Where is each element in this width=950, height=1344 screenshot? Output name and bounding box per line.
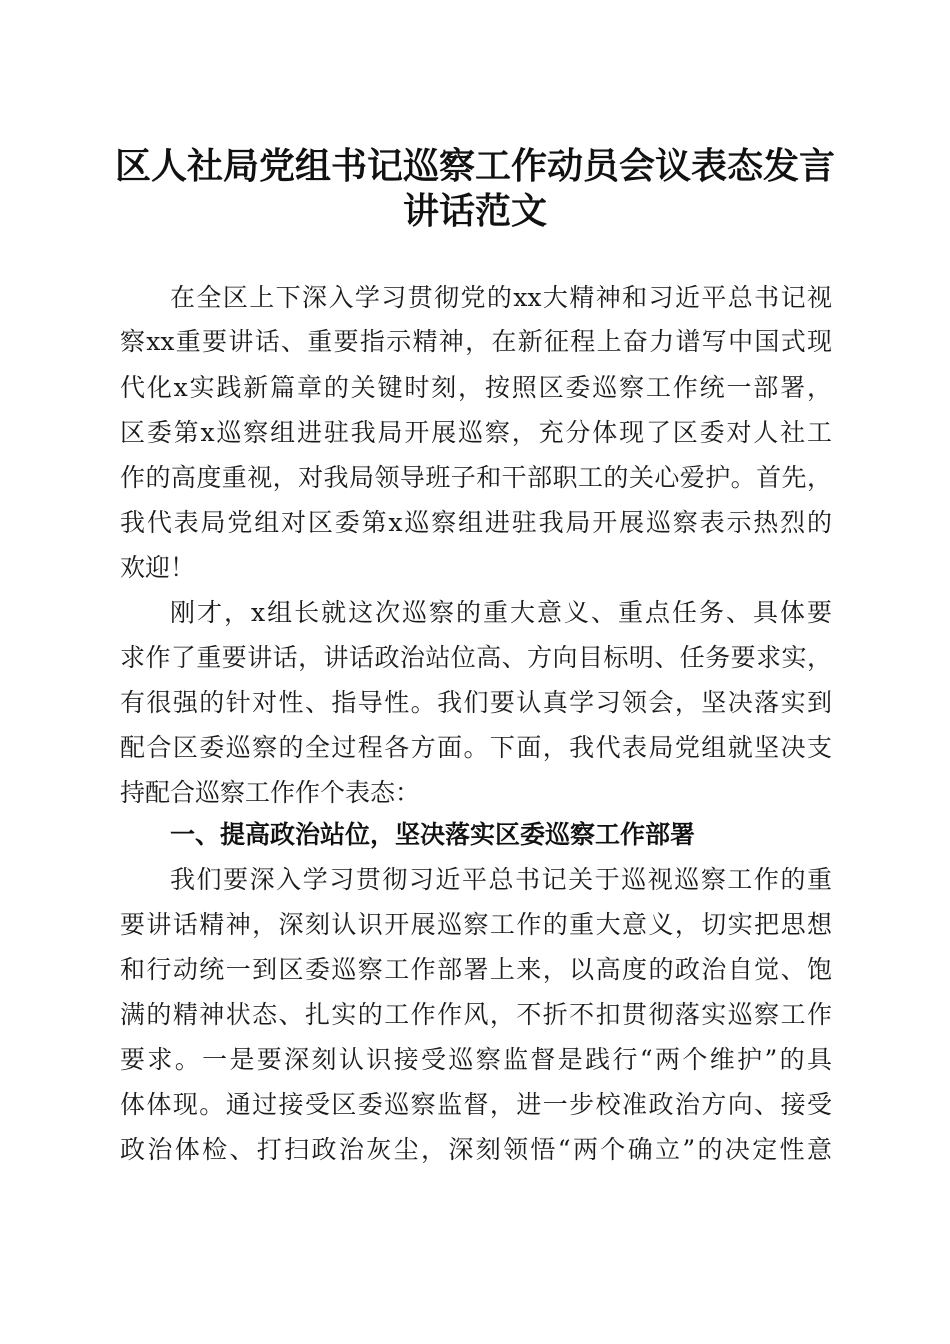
- paragraph-3-line: 政治体检、打扫政治灰尘，深刻领悟“两个确立”的决定性意: [120, 1135, 832, 1164]
- paragraph-1-line: 作的高度重视，对我局领导班子和干部职工的关心爱护。首先，: [120, 463, 832, 492]
- paragraph-1-line: 我代表局党组对区委第x巡察组进驻我局开展巡察表示热烈的: [120, 508, 832, 537]
- paragraph-2-line: 配合区委巡察的全过程各方面。下面，我代表局党组就坚决支: [120, 733, 832, 762]
- paragraph-1-line: 在全区上下深入学习贯彻党的xx大精神和习近平总书记视: [170, 283, 832, 312]
- document-title-line-1: 区人社局党组书记巡察工作动员会议表态发言: [114, 145, 835, 187]
- paragraph-3-line: 要求。一是要深刻认识接受巡察监督是践行“两个维护”的具: [120, 1045, 832, 1074]
- paragraph-3-line: 要讲话精神，深刻认识开展巡察工作的重大意义，切实把思想: [120, 910, 832, 939]
- paragraph-1-line: 区委第x巡察组进驻我局开展巡察，充分体现了区委对人社工: [120, 418, 832, 447]
- document-title-line-2: 讲话范文: [402, 190, 547, 232]
- section-heading-1: 一、提高政治站位，坚决落实区委巡察工作部署: [170, 820, 696, 849]
- paragraph-3-line: 满的精神状态、扎实的工作作风，不折不扣贯彻落实巡察工作: [120, 1000, 832, 1029]
- paragraph-1-line: 代化x实践新篇章的关键时刻，按照区委巡察工作统一部署，: [120, 373, 832, 402]
- paragraph-2-line: 刚才，x组长就这次巡察的重大意义、重点任务、具体要: [170, 598, 832, 627]
- paragraph-2-line: 求作了重要讲话，讲话政治站位高、方向目标明、任务要求实，: [120, 643, 832, 672]
- paragraph-3-line: 和行动统一到区委巡察工作部署上来，以高度的政治自觉、饱: [120, 955, 832, 984]
- paragraph-2-line: 持配合巡察工作作个表态：: [120, 778, 421, 807]
- paragraph-3-line: 体体现。通过接受区委巡察监督，进一步校准政治方向、接受: [120, 1090, 832, 1119]
- paragraph-1-line: 欢迎！: [120, 553, 196, 582]
- paragraph-1-line: 察xx重要讲话、重要指示精神，在新征程上奋力谱写中国式现: [120, 327, 832, 356]
- paragraph-3-line: 我们要深入学习贯彻习近平总书记关于巡视巡察工作的重: [170, 865, 832, 894]
- paragraph-2-line: 有很强的针对性、指导性。我们要认真学习领会，坚决落实到: [120, 688, 832, 717]
